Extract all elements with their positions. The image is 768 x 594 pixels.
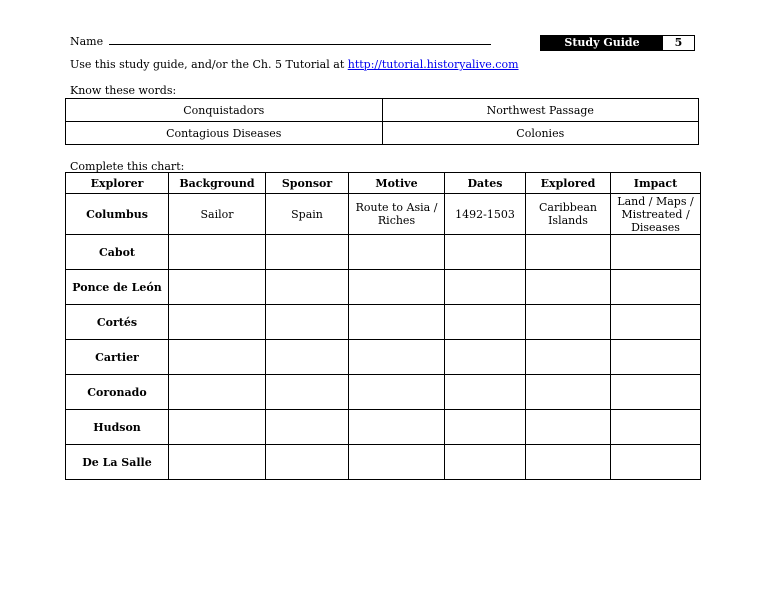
vocab-row (66, 122, 699, 145)
cell-background[interactable] (169, 410, 266, 445)
table-row (66, 410, 701, 445)
cell-dates[interactable] (445, 305, 526, 340)
cell-dates[interactable]: 1492-1503 (445, 194, 526, 235)
cell-explorer: Cortés (66, 305, 169, 340)
cell-background[interactable] (169, 340, 266, 375)
cell-motive[interactable] (349, 270, 445, 305)
cell-sponsor[interactable] (266, 340, 349, 375)
header-impact: Impact (611, 173, 701, 194)
chart-header-row (66, 173, 701, 194)
cell-sponsor[interactable] (266, 235, 349, 270)
cell-dates[interactable] (445, 235, 526, 270)
header-dates: Dates (445, 173, 526, 194)
explorer-chart (65, 172, 701, 480)
cell-impact[interactable] (611, 340, 701, 375)
cell-explored[interactable] (526, 410, 611, 445)
vocab-word: Conquistadors (66, 99, 383, 122)
cell-background[interactable] (169, 445, 266, 480)
header-sponsor: Sponsor (266, 173, 349, 194)
study-guide-box (540, 35, 695, 51)
cell-explored[interactable] (526, 375, 611, 410)
cell-explored[interactable] (526, 340, 611, 375)
header-background: Background (169, 173, 266, 194)
instructions-line (70, 58, 519, 71)
cell-motive[interactable] (349, 445, 445, 480)
name-label: Name (70, 35, 104, 48)
cell-sponsor[interactable] (266, 375, 349, 410)
study-guide-number: 5 (674, 36, 683, 49)
header-motive: Motive (349, 173, 445, 194)
table-row (66, 305, 701, 340)
cell-impact[interactable] (611, 270, 701, 305)
cell-motive[interactable]: Route to Asia / Riches (349, 194, 445, 235)
cell-impact[interactable] (611, 375, 701, 410)
cell-explored[interactable] (526, 445, 611, 480)
vocab-table (65, 98, 699, 145)
cell-background[interactable] (169, 375, 266, 410)
cell-sponsor[interactable] (266, 270, 349, 305)
cell-dates[interactable] (445, 375, 526, 410)
cell-explored[interactable] (526, 235, 611, 270)
cell-explorer: De La Salle (66, 445, 169, 480)
name-line (70, 35, 491, 48)
cell-dates[interactable] (445, 410, 526, 445)
vocab-word: Northwest Passage (382, 99, 699, 122)
cell-impact[interactable]: Land / Maps / Mistreated / Diseases (611, 194, 701, 235)
chart-label: Complete this chart: (70, 160, 185, 173)
cell-explorer: Ponce de León (66, 270, 169, 305)
table-row (66, 445, 701, 480)
cell-impact[interactable] (611, 305, 701, 340)
vocab-label: Know these words: (70, 84, 177, 97)
cell-background[interactable] (169, 305, 266, 340)
cell-explorer: Cabot (66, 235, 169, 270)
table-row (66, 375, 701, 410)
cell-impact[interactable] (611, 410, 701, 445)
cell-impact[interactable] (611, 235, 701, 270)
tutorial-link[interactable]: http://tutorial.historyalive.com (347, 58, 519, 71)
cell-explorer: Coronado (66, 375, 169, 410)
cell-sponsor[interactable] (266, 445, 349, 480)
cell-motive[interactable] (349, 305, 445, 340)
table-row (66, 270, 701, 305)
cell-explored[interactable] (526, 270, 611, 305)
name-blank (109, 35, 491, 45)
vocab-word: Colonies (382, 122, 699, 145)
cell-background[interactable] (169, 235, 266, 270)
study-guide-label: Study Guide (541, 36, 663, 50)
cell-dates[interactable] (445, 340, 526, 375)
cell-explored[interactable]: Caribbean Islands (526, 194, 611, 235)
table-row (66, 235, 701, 270)
cell-explorer: Columbus (66, 194, 169, 235)
vocab-row (66, 99, 699, 122)
cell-motive[interactable] (349, 235, 445, 270)
cell-explorer: Cartier (66, 340, 169, 375)
vocab-word: Contagious Diseases (66, 122, 383, 145)
chart-body (66, 194, 701, 480)
cell-dates[interactable] (445, 270, 526, 305)
cell-background[interactable]: Sailor (169, 194, 266, 235)
cell-impact[interactable] (611, 445, 701, 480)
cell-explorer: Hudson (66, 410, 169, 445)
cell-explored[interactable] (526, 305, 611, 340)
cell-background[interactable] (169, 270, 266, 305)
table-row (66, 340, 701, 375)
cell-sponsor[interactable] (266, 410, 349, 445)
cell-motive[interactable] (349, 410, 445, 445)
instructions-text: Use this study guide, and/or the Ch. 5 Tutorial at (70, 58, 348, 71)
cell-sponsor[interactable]: Spain (266, 194, 349, 235)
cell-motive[interactable] (349, 340, 445, 375)
cell-motive[interactable] (349, 375, 445, 410)
header-explorer: Explorer (66, 173, 169, 194)
cell-dates[interactable] (445, 445, 526, 480)
header-explored: Explored (526, 173, 611, 194)
cell-sponsor[interactable] (266, 305, 349, 340)
table-row (66, 194, 701, 235)
